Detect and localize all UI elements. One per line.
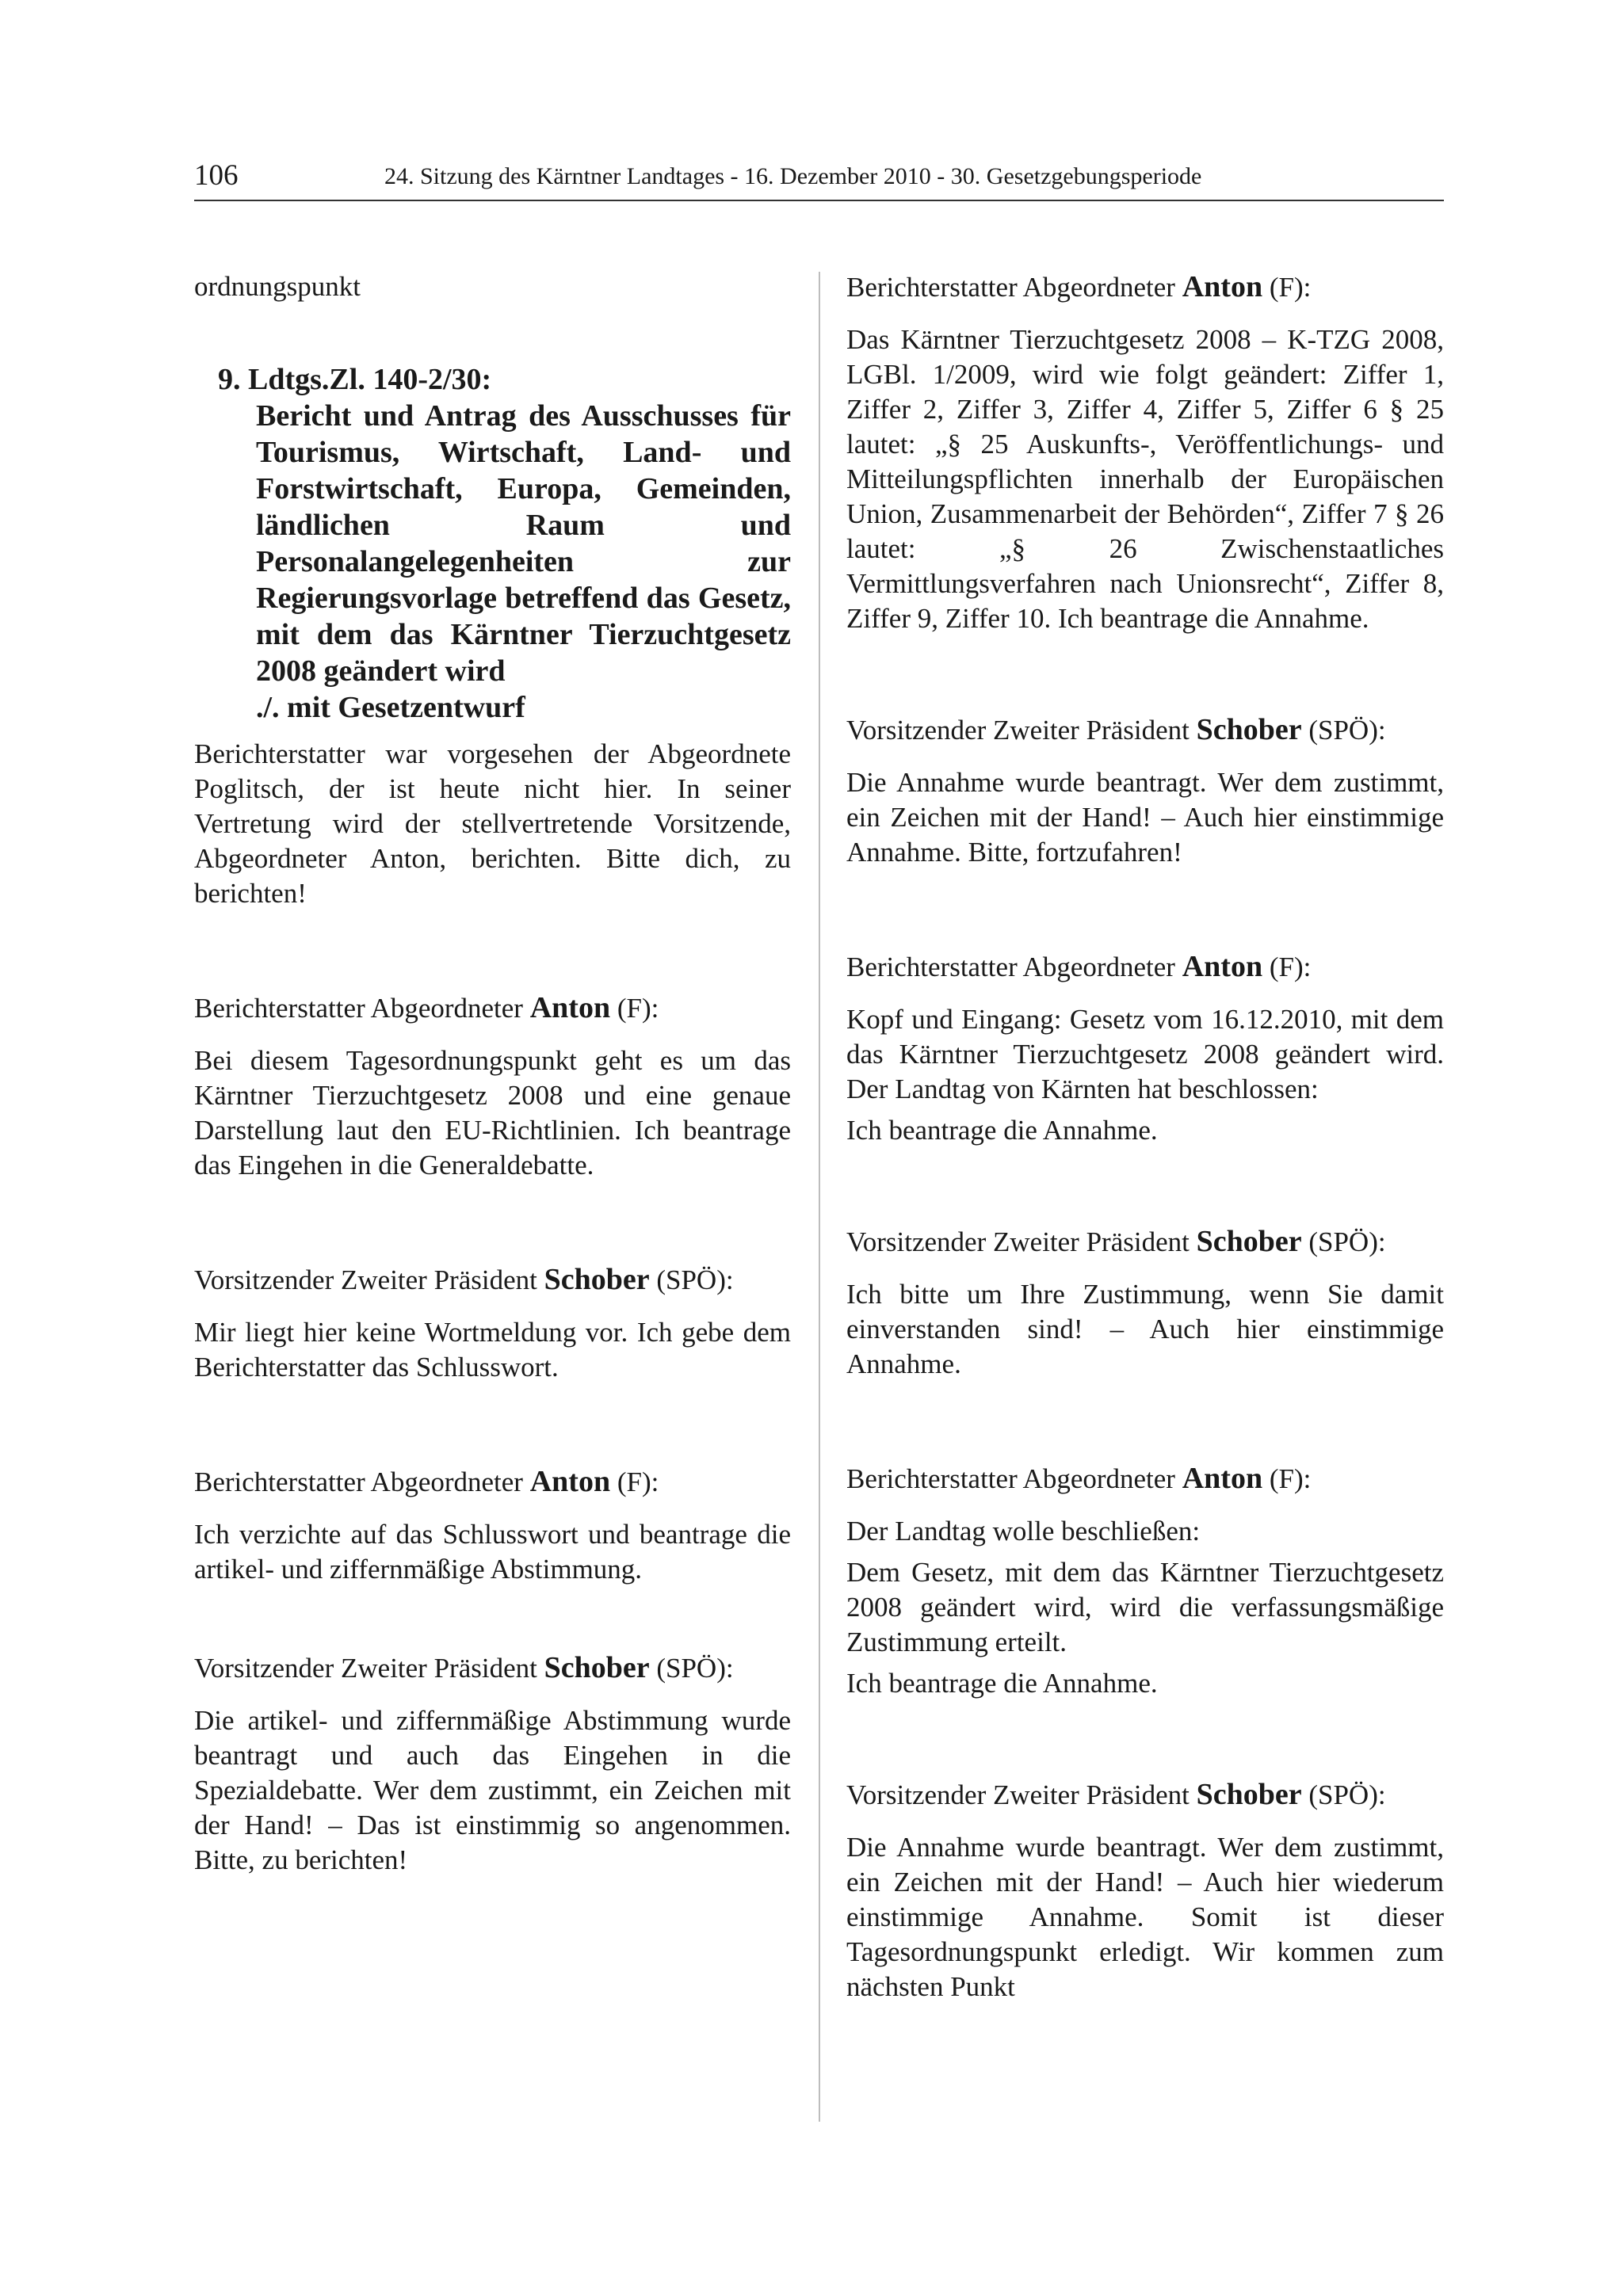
page-number: 106 — [194, 159, 239, 192]
paragraph: Ich bitte um Ihre Zustimmung, wenn Sie damit einverstanden sind! – Auch hier einstimmige Annahme. — [846, 1279, 1444, 1379]
speaker-party: (SPÖ): — [1308, 1226, 1386, 1257]
speaker-name: Anton — [1182, 950, 1263, 983]
speaker-name: Anton — [529, 991, 611, 1024]
speaker-name: Schober — [544, 1651, 650, 1684]
speaker-name: Anton — [1182, 270, 1263, 303]
speaker-name: Schober — [1196, 1225, 1302, 1258]
intro-text: ordnungspunkt — [194, 271, 361, 302]
speaker-role: Berichterstatter Abgeordneter — [846, 952, 1175, 982]
speaker-party: (F): — [1269, 952, 1312, 982]
speaker-party: (F): — [1269, 1463, 1312, 1494]
speaker-role: Vorsitzender Zweiter Präsident — [194, 1264, 537, 1295]
speaker-line — [194, 1262, 791, 1298]
agenda-title: Bericht und Antrag des Ausschusses für Tourismus, Wirtschaft, Land- und Forstwirtschaft, Europa, Gemeinden, ländlichen Raum und Personalangelegenheiten zur Regierungsvorlage betreffend das Gesetz, mit dem das Kärntner Tierzuchtgesetz 2008 geändert wird — [256, 399, 791, 688]
speaker-party: (SPÖ): — [1308, 1779, 1386, 1810]
speaker-line — [194, 990, 791, 1026]
paragraph: Dem Gesetz, mit dem das Kärntner Tierzuchtgesetz 2008 geändert wird, wird die verfassungsmäßige Zustimmung erteilt. — [846, 1557, 1444, 1657]
paragraph: Ich verzichte auf das Schlusswort und beantrage die artikel- und ziffernmäßige Abstimmung. — [194, 1519, 791, 1585]
paragraph: Mir liegt hier keine Wortmeldung vor. Ich gebe dem Berichterstatter das Schlusswort. — [194, 1317, 791, 1383]
speaker-line — [194, 1464, 791, 1500]
right-column — [846, 269, 1444, 2004]
speaker-role: Berichterstatter Abgeordneter — [194, 1466, 523, 1497]
speaker-name: Schober — [1196, 1778, 1302, 1811]
speaker-party: (F): — [1269, 272, 1312, 303]
speaker-party: (SPÖ): — [656, 1264, 734, 1295]
speaker-role: Berichterstatter Abgeordneter — [846, 272, 1175, 303]
speaker-role: Vorsitzender Zweiter Präsident — [846, 1226, 1190, 1257]
speaker-line — [846, 712, 1444, 748]
speaker-line — [846, 1777, 1444, 1813]
left-column — [194, 269, 791, 1878]
agenda-attachment: ./. mit Gesetzentwurf — [256, 691, 525, 724]
speaker-line — [194, 1650, 791, 1686]
paragraph: Berichterstatter war vorgesehen der Abgeordnete Poglitsch, der ist heute nicht hier. In seiner Vertretung wird der stellvertretende Vorsitzende, Abgeordneter Anton, berichten. Bitte dich, zu berichten! — [194, 738, 791, 909]
speaker-party: (F): — [617, 993, 659, 1024]
speaker-line — [846, 1461, 1444, 1497]
speaker-role: Vorsitzender Zweiter Präsident — [194, 1653, 537, 1684]
paragraph: Die Annahme wurde beantragt. Wer dem zustimmt, ein Zeichen mit der Hand! – Auch hier einstimmige Annahme. Bitte, fortzufahren! — [846, 767, 1444, 868]
paragraph: Die artikel- und ziffernmäßige Abstimmung wurde beantragt und auch das Eingehen in die Spezialdebatte. Wer dem zustimmt, ein Zeichen mit der Hand! – Das ist einstimmig so angenommen. Bitte, zu berichten! — [194, 1705, 791, 1875]
speaker-name: Schober — [544, 1263, 650, 1296]
speaker-line — [846, 269, 1444, 305]
speaker-name: Anton — [1182, 1462, 1263, 1495]
speaker-name: Schober — [1196, 713, 1302, 746]
speaker-line — [846, 1224, 1444, 1260]
speaker-party: (SPÖ): — [656, 1653, 734, 1684]
agenda-item — [194, 361, 791, 726]
paragraph: Kopf und Eingang: Gesetz vom 16.12.2010, mit dem das Kärntner Tierzuchtgesetz 2008 geändert wird. Der Landtag von Kärnten hat beschlossen: — [846, 1004, 1444, 1104]
page-header — [194, 155, 1444, 201]
speaker-role: Vorsitzender Zweiter Präsident — [846, 715, 1190, 746]
paragraph: Das Kärntner Tierzuchtgesetz 2008 – K-TZG 2008, LGBl. 1/2009, wird wie folgt geändert: Ziffer 1, Ziffer 2, Ziffer 3, Ziffer 4, Ziffer 5, Ziffer 6 § 25 lautet: „§ 25 Auskunfts-, Veröffentlichungs- und Mitteilungspflichten innerhalb der Europäischen Union, Zusammenarbeit der Behörden“, Ziffer 7 § 26 lautet: „§ 26 Zwischenstaatliches Vermittlungsverfahren nach Unionsrecht“, Ziffer 8, Ziffer 9, Ziffer 10. Ich beantrage die Annahme. — [846, 324, 1444, 634]
speaker-role: Berichterstatter Abgeordneter — [194, 993, 523, 1024]
running-title: 24. Sitzung des Kärntner Landtages - 16. Dezember 2010 - 30. Gesetzgebungsperiode — [384, 163, 1202, 189]
speaker-name: Anton — [529, 1465, 611, 1498]
speaker-role: Vorsitzender Zweiter Präsident — [846, 1779, 1190, 1810]
speaker-party: (F): — [617, 1466, 659, 1497]
speaker-role: Berichterstatter Abgeordneter — [846, 1463, 1175, 1494]
paragraph: Der Landtag wolle beschließen: — [846, 1516, 1201, 1547]
speaker-party: (SPÖ): — [1308, 715, 1386, 746]
agenda-number: 9. Ldtgs.Zl. 140-2/30: — [218, 363, 492, 396]
column-divider — [819, 272, 820, 2122]
paragraph: Bei diesem Tagesordnungspunkt geht es um das Kärntner Tierzuchtgesetz 2008 und eine genaue Darstellung laut den EU-Richtlinien. Ich beantrage das Eingehen in die Generaldebatte. — [194, 1045, 791, 1180]
paragraph: Ich beantrage die Annahme. — [846, 1668, 1158, 1699]
paragraph: Die Annahme wurde beantragt. Wer dem zustimmt, ein Zeichen mit der Hand! – Auch hier wiederum einstimmige Annahme. Somit ist dieser Tagesordnungspunkt erledigt. Wir kommen zum nächsten Punkt — [846, 1832, 1444, 2002]
paragraph: Ich beantrage die Annahme. — [846, 1115, 1158, 1146]
speaker-line — [846, 949, 1444, 985]
